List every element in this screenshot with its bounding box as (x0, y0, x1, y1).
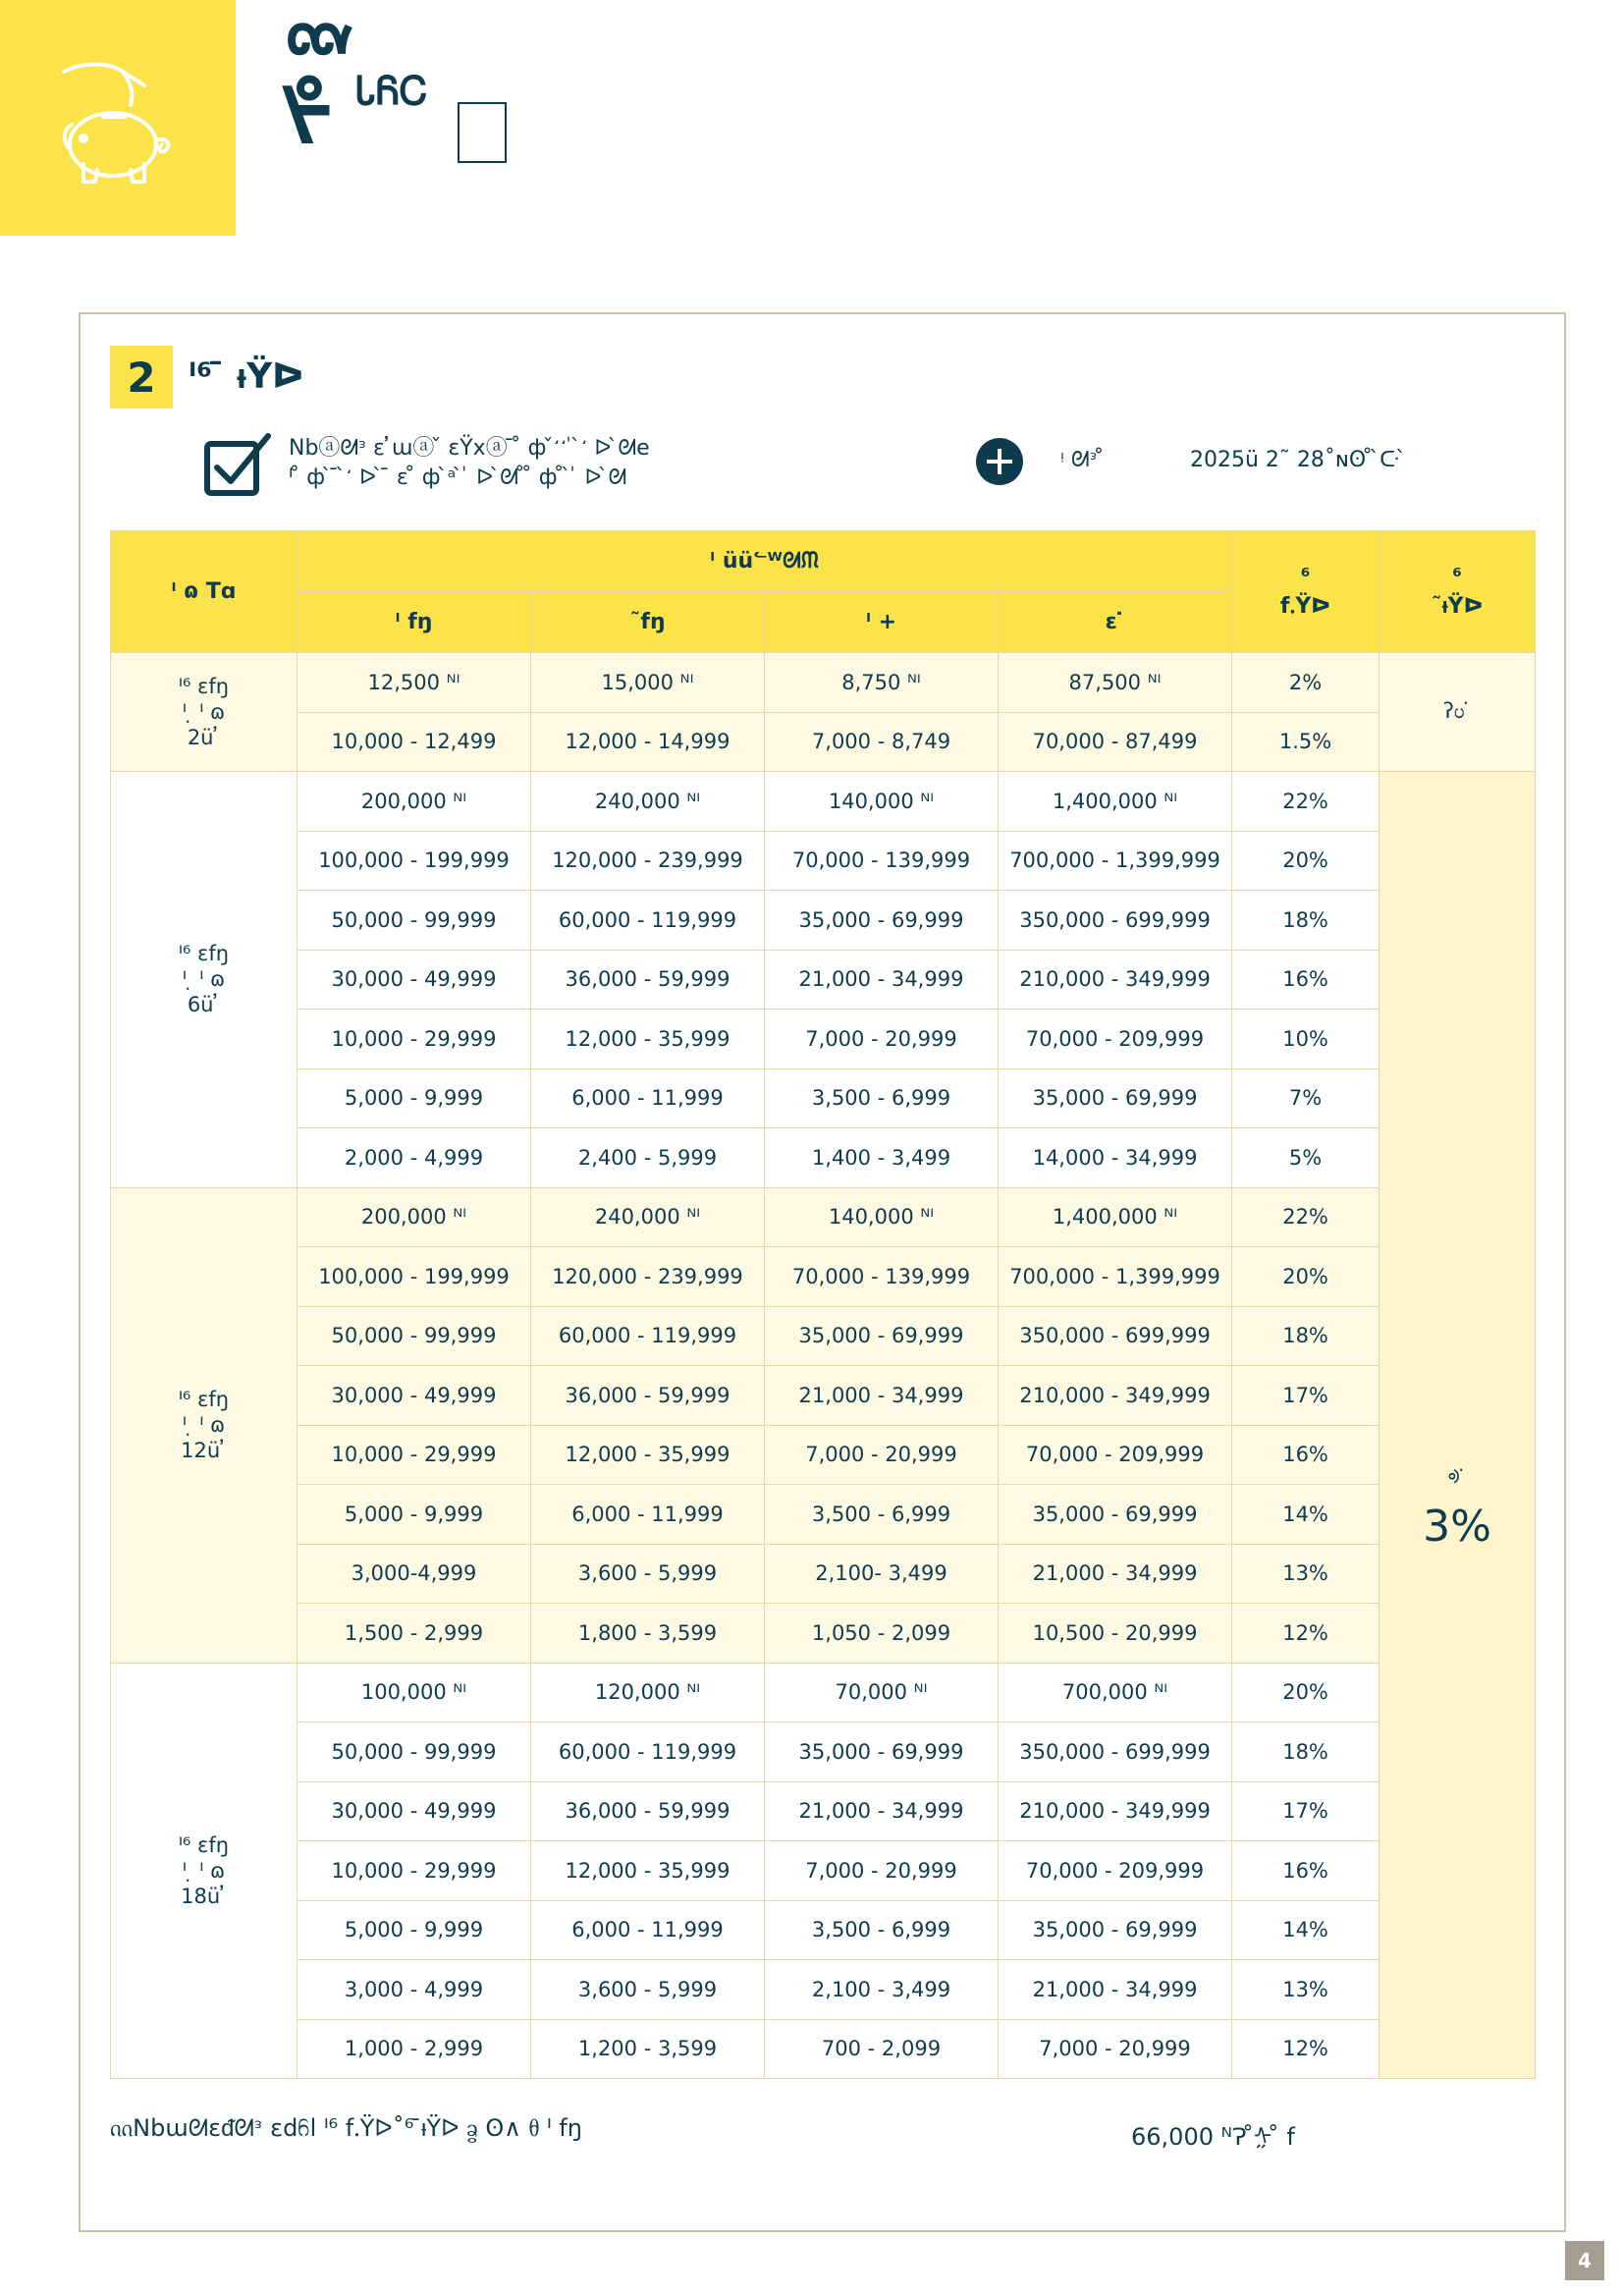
amount-cell: 3,500 - 6,999 (765, 1068, 999, 1128)
table-row (111, 653, 1536, 713)
amount-cell: 1,200 - 3,599 (531, 2019, 765, 2079)
amount-cell: 1,050 - 2,099 (765, 1604, 999, 1664)
amount-cell: 35,000 - 69,999 (999, 1485, 1232, 1545)
section-number: 2 (110, 346, 173, 409)
amount-cell: 6,000 - 11,999 (531, 1900, 765, 1960)
amount-cell: 2,400 - 5,999 (531, 1128, 765, 1188)
amount-cell: 100,000 ᴺᴵ (298, 1663, 531, 1722)
amount-cell: 12,000 - 14,999 (531, 712, 765, 772)
amount-cell: 30,000 - 49,999 (298, 1366, 531, 1426)
amount-cell: 1,000 - 2,999 (298, 2019, 531, 2079)
amount-cell: 100,000 - 199,999 (298, 1247, 531, 1307)
table-row (111, 1366, 1536, 1426)
table-row (111, 2019, 1536, 2079)
table-row (111, 1663, 1536, 1722)
header-rate: ⁶ fᱹŸᐅ (1232, 531, 1380, 653)
shared-bonus-value: 3% (1423, 1502, 1491, 1552)
table-row (111, 1544, 1536, 1604)
table-row (111, 831, 1536, 891)
effective-date: 2025ü 2˜ 28˚ɴʘ ̊ ̀ᑢ ̀ (1190, 448, 1406, 472)
amount-cell: 210,000 - 349,999 (999, 1366, 1232, 1426)
amount-cell: 70,000 - 209,999 (999, 1010, 1232, 1069)
amount-cell: 6,000 - 11,999 (531, 1068, 765, 1128)
header-currency-3: ᑊ + (765, 592, 999, 653)
amount-cell: 35,000 - 69,999 (999, 1900, 1232, 1960)
rate-cell: 18% (1232, 891, 1380, 951)
rate-cell: 18% (1232, 1306, 1380, 1366)
amount-cell: 5,000 - 9,999 (298, 1900, 531, 1960)
amount-cell: 21,000 - 34,999 (765, 1366, 999, 1426)
amount-cell: 10,500 - 20,999 (999, 1604, 1232, 1664)
amount-cell: 70,000 - 87,499 (999, 712, 1232, 772)
amount-cell: 2,100 - 3,499 (765, 1960, 999, 2020)
table-row (111, 1722, 1536, 1782)
amount-cell: 140,000 ᴺᴵ (765, 1187, 999, 1247)
amount-cell: 3,000 - 4,999 (298, 1960, 531, 2020)
amount-cell: 240,000 ᴺᴵ (531, 1187, 765, 1247)
footer-amount: 66,000 ᴺɁ ̊ᢢ ̊ f (1131, 2123, 1295, 2151)
rate-cell: 20% (1232, 1663, 1380, 1722)
section-title: ᑊ⁶ ̄ ᵼŸᐅ (189, 356, 304, 397)
rate-cell: 2% (1232, 653, 1380, 713)
amount-cell: 100,000 - 199,999 (298, 831, 531, 891)
header-amount-group: ᑊ üüᓪᵂᘛᙏ (298, 531, 1232, 592)
page-number: 4 (1565, 2241, 1604, 2280)
table-row (111, 1960, 1536, 2020)
table-row (111, 1900, 1536, 1960)
term-cell: ᑊ⁶ ɛfŋ ᑊ ̣ ᑊ ɷ 18ü ̓ (111, 1663, 298, 2079)
amount-cell: 1,400,000 ᴺᴵ (999, 1187, 1232, 1247)
amount-cell: 1,400 - 3,499 (765, 1128, 999, 1188)
amount-cell: 10,000 - 12,499 (298, 712, 531, 772)
rate-cell: 18% (1232, 1722, 1380, 1782)
amount-cell: 12,000 - 35,999 (531, 1841, 765, 1901)
bonus-cell (1380, 653, 1536, 772)
header-bonus: ⁶ ˜ᵼŸᐅ (1380, 531, 1536, 653)
rate-cell: 12% (1232, 1604, 1380, 1664)
rates-table (110, 530, 1536, 2079)
amount-cell: 3,600 - 5,999 (531, 1544, 765, 1604)
note-line-2: ᑊ ̊ ф ̀ ̄ ̀ ̒ ᐅ ̀ ̄ ɛ ̊ ф ̀ᵃ ̀ ̍ ᐅ ̀ᘛ ̊ ̊ ф ̊ ̀ ̍ ᐅ ̀ᘛ (289, 465, 627, 490)
amount-cell: 21,000 - 34,999 (765, 950, 999, 1010)
amount-cell: 7,000 - 20,999 (999, 2019, 1232, 2079)
page-header (280, 57, 507, 175)
amount-cell: 30,000 - 49,999 (298, 950, 531, 1010)
amount-cell: 210,000 - 349,999 (999, 950, 1232, 1010)
amount-cell: 3,500 - 6,999 (765, 1900, 999, 1960)
rate-cell: 10% (1232, 1010, 1380, 1069)
table-row (111, 1841, 1536, 1901)
table-row (111, 950, 1536, 1010)
amount-cell: 36,000 - 59,999 (531, 1781, 765, 1841)
rate-cell: 13% (1232, 1960, 1380, 2020)
amount-cell: 60,000 - 119,999 (531, 1306, 765, 1366)
rate-cell: 5% (1232, 1128, 1380, 1188)
rate-cell: 20% (1232, 1247, 1380, 1307)
table-row (111, 1604, 1536, 1664)
shared-bonus-cell (1380, 772, 1536, 2079)
table-row (111, 1485, 1536, 1545)
amount-cell: 21,000 - 34,999 (765, 1781, 999, 1841)
header-subtitle: ᏓᏲᏟ (355, 69, 428, 114)
piggy-bank-icon (54, 54, 191, 191)
rate-cell: 16% (1232, 1841, 1380, 1901)
table-row (111, 1128, 1536, 1188)
amount-cell: 35,000 - 69,999 (765, 1722, 999, 1782)
amount-cell: 3,600 - 5,999 (531, 1960, 765, 2020)
amount-cell: 120,000 - 239,999 (531, 831, 765, 891)
amount-cell: 60,000 - 119,999 (531, 1722, 765, 1782)
amount-cell: 120,000 ᴺᴵ (531, 1663, 765, 1722)
rate-cell: 20% (1232, 831, 1380, 891)
amount-cell: 200,000 ᴺᴵ (298, 772, 531, 832)
date-label: ᵎ ᘛᵌ ̊ (1060, 448, 1105, 472)
header-currency-4: ɛ ̇ (999, 592, 1232, 653)
table-row (111, 1187, 1536, 1247)
amount-cell: 70,000 - 209,999 (999, 1841, 1232, 1901)
amount-cell: 120,000 - 239,999 (531, 1247, 765, 1307)
amount-cell: 10,000 - 29,999 (298, 1841, 531, 1901)
rate-cell: 22% (1232, 1187, 1380, 1247)
amount-cell: 5,000 - 9,999 (298, 1068, 531, 1128)
term-cell: ᑊ⁶ ɛfŋ ᑊ ̣ ᑊ ɷ 6ü ̓ (111, 772, 298, 1188)
rate-cell: 14% (1232, 1900, 1380, 1960)
header-term: ᑊ ɷ Tɑ (111, 531, 298, 653)
checkbox-checked-icon (203, 430, 274, 497)
amount-cell: 30,000 - 49,999 (298, 1781, 531, 1841)
note-line-1: Nbⓐᘛᵌ ε ̓ɯⓐ ̌ ɛŸxⓐ ̄ ̊ ф ̌ ̒ ̒ ̍ ̀ ̒ ᐅ ̀ᘛе (289, 436, 650, 461)
rate-cell: 16% (1232, 1425, 1380, 1485)
amount-cell: 1,400,000 ᴺᴵ (999, 772, 1232, 832)
amount-cell: 12,000 - 35,999 (531, 1010, 765, 1069)
amount-cell: 70,000 ᴺᴵ (765, 1663, 999, 1722)
table-row (111, 1010, 1536, 1069)
shared-bonus-label: ᢀ ̇ (1447, 1466, 1467, 1490)
amount-cell: 240,000 ᴺᴵ (531, 772, 765, 832)
table-row (111, 1425, 1536, 1485)
amount-cell: 35,000 - 69,999 (765, 891, 999, 951)
amount-cell: 70,000 - 139,999 (765, 831, 999, 891)
amount-cell: 700,000 ᴺᴵ (999, 1663, 1232, 1722)
amount-cell: 3,000-4,999 (298, 1544, 531, 1604)
amount-cell: 14,000 - 34,999 (999, 1128, 1232, 1188)
amount-cell: 12,500 ᴺᴵ (298, 653, 531, 713)
amount-cell: 35,000 - 69,999 (765, 1306, 999, 1366)
amount-cell: 7,000 - 8,749 (765, 712, 999, 772)
rate-cell: 7% (1232, 1068, 1380, 1128)
rate-cell: 22% (1232, 772, 1380, 832)
amount-cell: 10,000 - 29,999 (298, 1425, 531, 1485)
amount-cell: 200,000 ᴺᴵ (298, 1187, 531, 1247)
rate-cell: 1.5% (1232, 712, 1380, 772)
amount-cell: 700,000 - 1,399,999 (999, 1247, 1232, 1307)
amount-cell: 70,000 - 139,999 (765, 1247, 999, 1307)
amount-cell: 140,000 ᴺᴵ (765, 772, 999, 832)
amount-cell: 700 - 2,099 (765, 2019, 999, 2079)
amount-cell: 15,000 ᴺᴵ (531, 653, 765, 713)
amount-cell: 21,000 - 34,999 (999, 1544, 1232, 1604)
rate-cell: 17% (1232, 1366, 1380, 1426)
table-row (111, 891, 1536, 951)
amount-cell: 60,000 - 119,999 (531, 891, 765, 951)
amount-cell: 1,500 - 2,999 (298, 1604, 531, 1664)
table-row (111, 1306, 1536, 1366)
header-currency-1: ᑊ fŋ (298, 592, 531, 653)
rates-table-body (111, 653, 1536, 2079)
header-currency-2: ˜fŋ (531, 592, 765, 653)
amount-cell: 7,000 - 20,999 (765, 1841, 999, 1901)
amount-cell: 12,000 - 35,999 (531, 1425, 765, 1485)
table-row (111, 1247, 1536, 1307)
rates-card (79, 312, 1566, 2232)
amount-cell: 21,000 - 34,999 (999, 1960, 1232, 2020)
amount-cell: 7,000 - 20,999 (765, 1010, 999, 1069)
rate-cell: 13% (1232, 1544, 1380, 1604)
amount-cell: 36,000 - 59,999 (531, 950, 765, 1010)
amount-cell: 50,000 - 99,999 (298, 1722, 531, 1782)
amount-cell: 87,500 ᴺᴵ (999, 653, 1232, 713)
amount-cell: 350,000 - 699,999 (999, 1306, 1232, 1366)
table-row (111, 1068, 1536, 1128)
amount-cell: 210,000 - 349,999 (999, 1781, 1232, 1841)
amount-cell: 50,000 - 99,999 (298, 891, 531, 951)
term-cell: ᑊ⁶ ɛfŋ ᑊ ̣ ᑊ ɷ 12ü ̓ (111, 1187, 298, 1663)
amount-cell: 2,100- 3,499 (765, 1544, 999, 1604)
placeholder-glyph-box (458, 102, 507, 163)
bonus-label: ʔᦢ ̇ (1442, 699, 1472, 723)
plus-circle-icon (976, 438, 1023, 485)
rate-cell: 14% (1232, 1485, 1380, 1545)
amount-cell: 50,000 - 99,999 (298, 1306, 531, 1366)
footer-note: ᦶNbɯᘛɛᵭᘛᵌ εdᦆl ᑊ⁶ fᱹŸᐅ˚⁶ ̄ᵼŸᐅ ᦧ ʘ∧ ᦲ ᑊ fŋ (110, 2114, 582, 2142)
amount-cell: 2,000 - 4,999 (298, 1128, 531, 1188)
rate-cell: 12% (1232, 2019, 1380, 2079)
logo-block (0, 0, 236, 236)
amount-cell: 1,800 - 3,599 (531, 1604, 765, 1664)
table-row (111, 1781, 1536, 1841)
amount-cell: 8,750 ᴺᴵ (765, 653, 999, 713)
rate-cell: 17% (1232, 1781, 1380, 1841)
amount-cell: 350,000 - 699,999 (999, 1722, 1232, 1782)
amount-cell: 10,000 - 29,999 (298, 1010, 531, 1069)
amount-cell: 5,000 - 9,999 (298, 1485, 531, 1545)
amount-cell: 350,000 - 699,999 (999, 891, 1232, 951)
term-cell: ᑊ⁶ ɛfŋ ᑊ ̣ ᑊ ɷ 2ü ̓ (111, 653, 298, 772)
amount-cell: 36,000 - 59,999 (531, 1366, 765, 1426)
amount-cell: 6,000 - 11,999 (531, 1485, 765, 1545)
amount-cell: 70,000 - 209,999 (999, 1425, 1232, 1485)
table-row (111, 772, 1536, 832)
amount-cell: 35,000 - 69,999 (999, 1068, 1232, 1128)
amount-cell: 700,000 - 1,399,999 (999, 831, 1232, 891)
rate-cell: 16% (1232, 950, 1380, 1010)
header-title: ᢞᢅ (280, 61, 333, 171)
amount-cell: 3,500 - 6,999 (765, 1485, 999, 1545)
table-row (111, 712, 1536, 772)
amount-cell: 7,000 - 20,999 (765, 1425, 999, 1485)
